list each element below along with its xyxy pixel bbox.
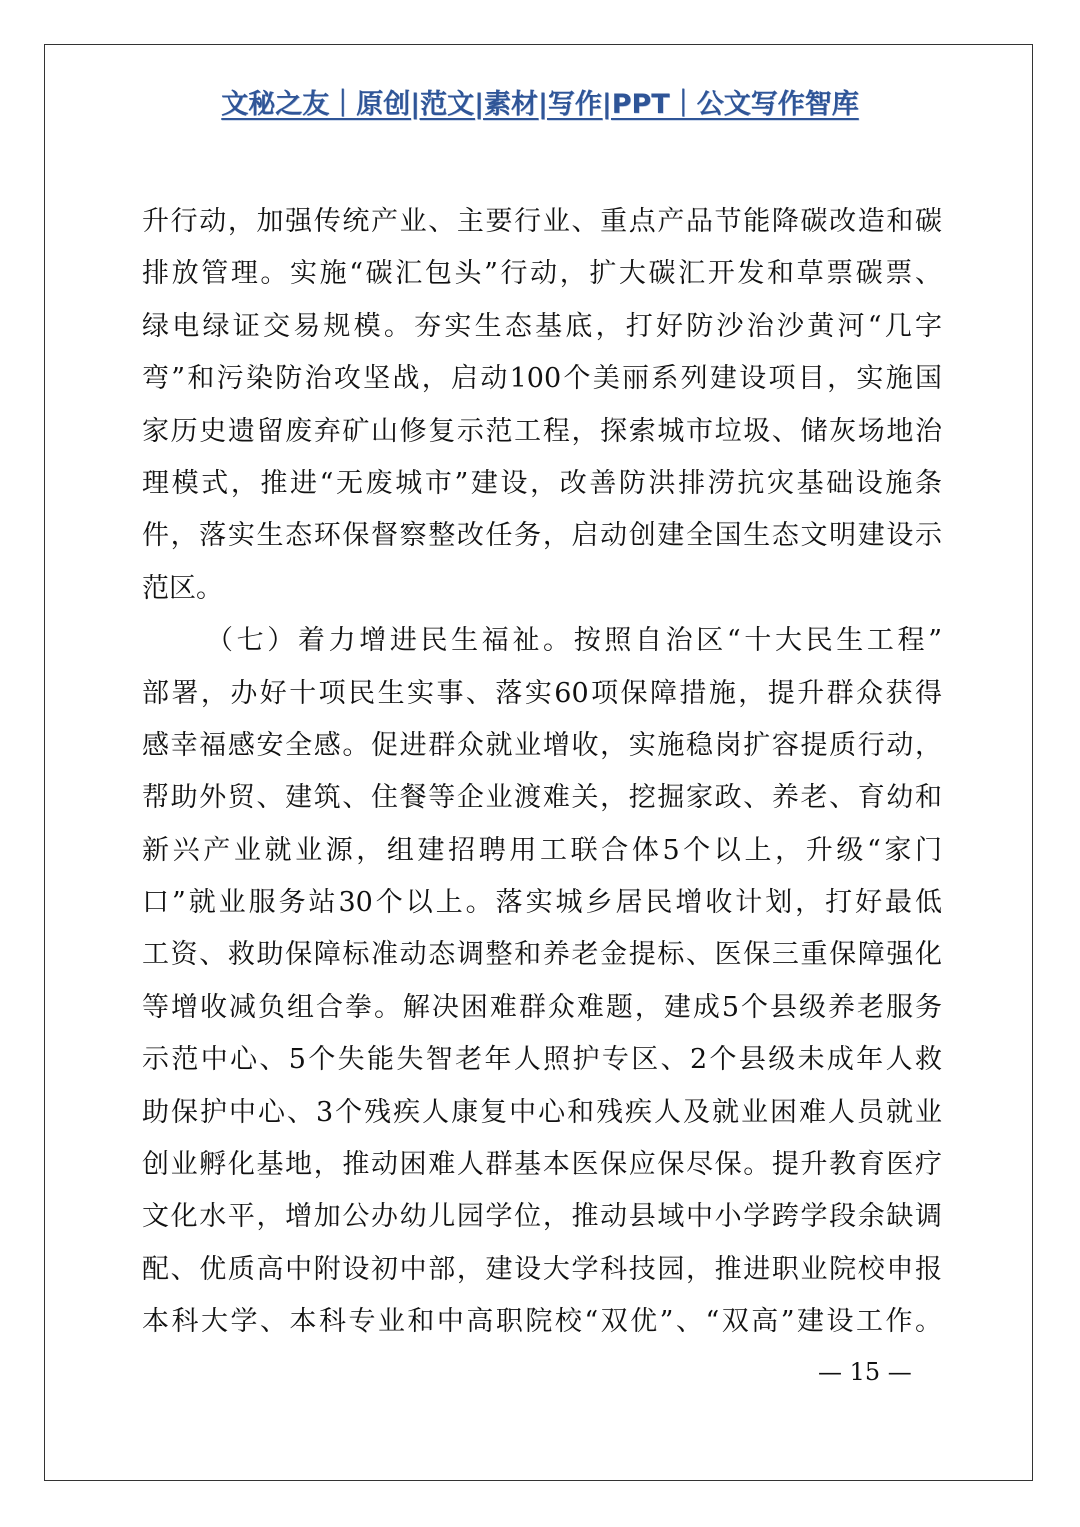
text-line: 排放管理。实施“碳汇包头”行动，扩大碳汇开发和草票碳票、 bbox=[142, 258, 942, 290]
text-line: 助保护中心、3个残疾人康复中心和残疾人及就业困难人员就业 bbox=[142, 1096, 942, 1128]
text-line: 示范中心、5个失能失智老年人照护专区、2个县级未成年人救 bbox=[142, 1044, 942, 1076]
text-line: 工资、救助保障标准动态调整和养老金提标、医保三重保障强化 bbox=[142, 939, 942, 971]
body-text bbox=[142, 196, 942, 1349]
text-line: 弯”和污染防治攻坚战，启动100个美丽系列建设项目，实施国 bbox=[142, 363, 942, 395]
text-line: 家历史遗留废弃矿山修复示范工程，探索城市垃圾、储灰场地治 bbox=[142, 415, 942, 447]
page-number: — 15 — bbox=[818, 1358, 912, 1386]
header-banner[interactable]: 文秘之友｜原创|范文|素材|写作|PPT｜公文写作智库 bbox=[221, 89, 859, 120]
text-line: 等增收减负组合拳。解决困难群众难题，建成5个县级养老服务 bbox=[142, 991, 942, 1023]
text-line: 新兴产业就业源，组建招聘用工联合体5个以上，升级“家门 bbox=[142, 834, 942, 866]
text-line: 理模式，推进“无废城市”建设，改善防洪排涝抗灾基础设施条 bbox=[142, 467, 942, 499]
text-line: 件，落实生态环保督察整改任务，启动创建全国生态文明建设示 bbox=[142, 520, 942, 552]
text-line: 感幸福感安全感。促进群众就业增收，实施稳岗扩容提质行动， bbox=[142, 729, 942, 761]
text-line: 绿电绿证交易规模。夯实生态基底，打好防沙治沙黄河“几字 bbox=[142, 310, 942, 342]
text-line: 本科大学、本科专业和中高职院校“双优”、“双高”建设工作。 bbox=[142, 1306, 942, 1338]
text-line: 升行动，加强传统产业、主要行业、重点产品节能降碳改造和碳 bbox=[142, 206, 942, 237]
text-line: 文化水平，增加公办幼儿园学位，推动县域中小学跨学段余缺调 bbox=[142, 1201, 942, 1233]
section-heading-line: （七）着力增进民生福祉。按照自治区“十大民生工程” bbox=[206, 625, 942, 657]
text-line: 配、优质高中附设初中部，建设大学科技园，推进职业院校申报 bbox=[142, 1253, 942, 1285]
text-line: 部署，办好十项民生实事、落实60项保障措施，提升群众获得 bbox=[142, 677, 942, 709]
text-line: 创业孵化基地，推动困难人群基本医保应保尽保。提升教育医疗 bbox=[142, 1149, 942, 1181]
text-line: 口”就业服务站30个以上。落实城乡居民增收计划，打好最低 bbox=[142, 887, 942, 919]
text-line: 帮助外贸、建筑、住餐等企业渡难关，挖掘家政、养老、育幼和 bbox=[142, 782, 942, 814]
text-line: 范区。 bbox=[142, 572, 223, 604]
